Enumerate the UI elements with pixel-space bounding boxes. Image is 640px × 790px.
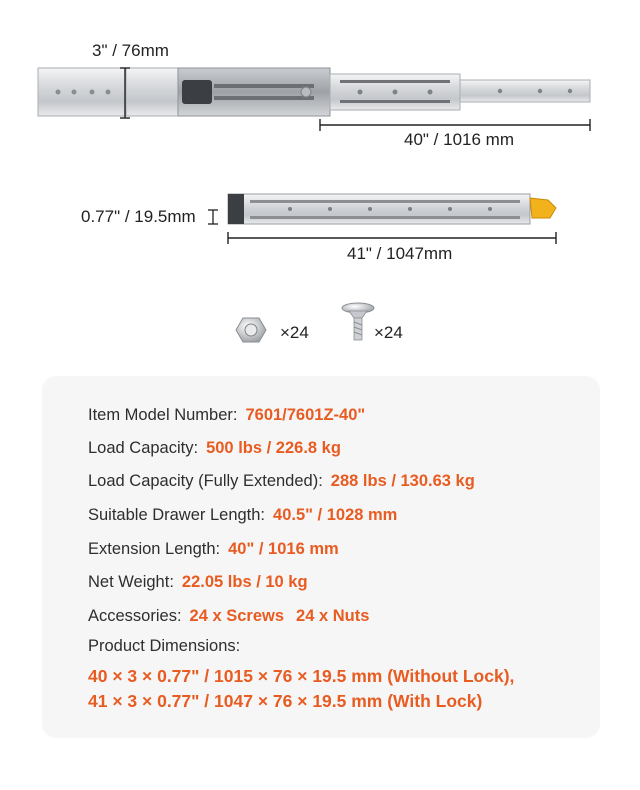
- spec-value: 40" / 1016 mm: [228, 540, 339, 558]
- specifications-panel: [42, 376, 600, 738]
- length-dimension-label: 41" / 1047mm: [347, 244, 453, 263]
- spec-label: Net Weight:: [88, 573, 174, 591]
- nut-count-label: ×24: [280, 323, 309, 342]
- screw-count-label: ×24: [374, 323, 403, 342]
- extended-slide: [38, 68, 590, 116]
- product-dimensions-line-1: 40 × 3 × 0.77" / 1015 × 76 × 19.5 mm (Without Lock),: [88, 666, 515, 686]
- spec-value: 40.5" / 1028 mm: [273, 506, 398, 524]
- spec-model-row: [88, 406, 365, 425]
- spec-extension-length-row: [88, 540, 339, 559]
- spec-label: Load Capacity (Fully Extended):: [88, 472, 323, 490]
- closed-slide: [228, 194, 556, 224]
- extension-dimension-label: 40" / 1016 mm: [404, 130, 514, 149]
- spec-label: Suitable Drawer Length:: [88, 506, 266, 524]
- height-dimension-label: 3" / 76mm: [92, 41, 169, 60]
- spec-value: 288 lbs / 130.63 kg: [330, 472, 475, 490]
- spec-load-extended-row: [88, 472, 475, 491]
- spec-load-row: [88, 439, 341, 458]
- spec-weight-row: [88, 573, 308, 592]
- spec-value: 500 lbs / 226.8 kg: [206, 439, 341, 457]
- spec-accessories-row: [88, 607, 369, 626]
- spec-value: 7601/7601Z-40": [245, 406, 366, 424]
- lock-lever-icon: [530, 198, 556, 218]
- spec-label: Extension Length:: [88, 540, 221, 558]
- screw-icon: [342, 303, 374, 340]
- spec-value: 24 x Nuts: [296, 607, 370, 625]
- spec-label: Product Dimensions:: [88, 637, 241, 655]
- thickness-dimension-label: 0.77" / 19.5mm: [81, 207, 196, 226]
- spec-value: 22.05 lbs / 10 kg: [181, 573, 308, 591]
- spec-label: Load Capacity:: [88, 439, 199, 457]
- spec-label: Item Model Number:: [88, 406, 238, 424]
- spec-product-dimensions-row: [88, 637, 240, 656]
- spec-drawer-length-row: [88, 506, 397, 525]
- product-dimensions-line-2: 41 × 3 × 0.77" / 1047 × 76 × 19.5 mm (With Lock): [88, 691, 483, 711]
- spec-label: Accessories:: [88, 607, 182, 625]
- hex-nut-icon: [236, 318, 266, 342]
- spec-value: 24 x Screws: [189, 607, 285, 625]
